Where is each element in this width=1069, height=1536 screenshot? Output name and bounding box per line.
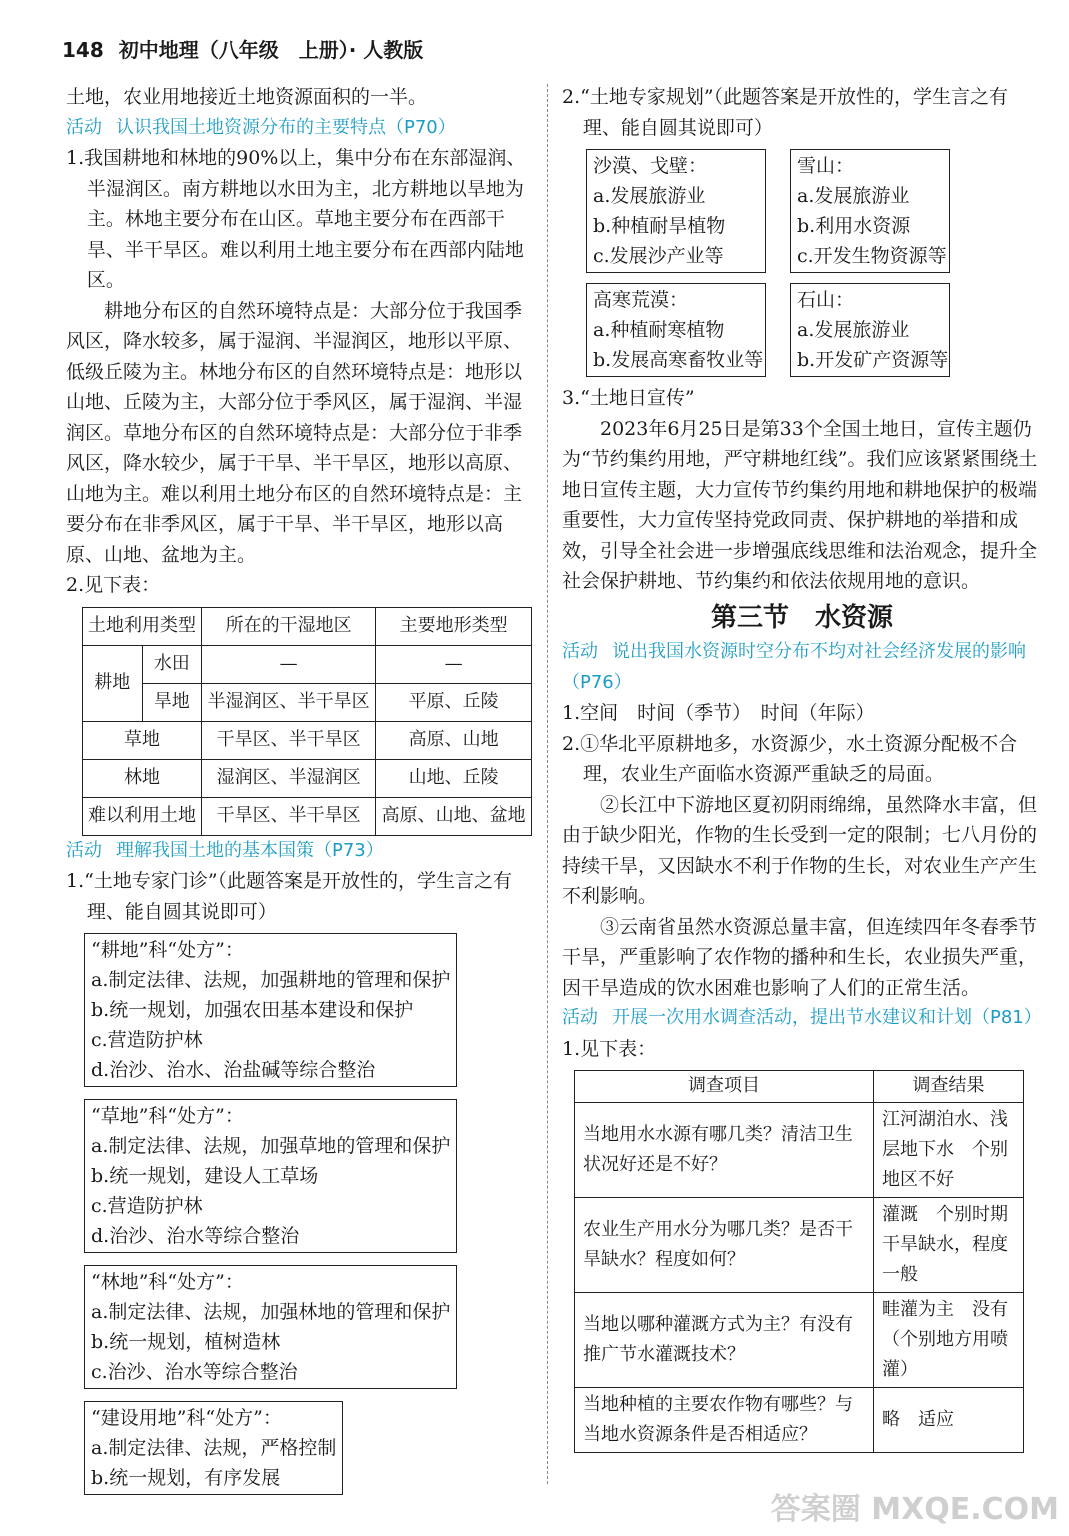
water-answer-2c: ③云南省虽然水资源总量丰富，但连续四年冬春季节干旱，严重影响了农作物的播种和生长，农业损失严重，因干旱造成的饮水困难也影响了人们的正常生活。 bbox=[562, 915, 1038, 999]
water-survey-table bbox=[574, 1070, 1024, 1453]
watermark-logo: 答案圈 MXQE.COM bbox=[770, 1492, 1059, 1527]
table-row: 当地种植的主要农作物有哪些？与当地水资源条件是否相适应？ 略 适应 bbox=[575, 1387, 1024, 1452]
table-header-row: 土地利用类型 所在的干湿地区 主要地形类型 bbox=[83, 607, 532, 645]
left-column bbox=[66, 82, 538, 1501]
plan-box-snow-mountain: 雪山： a.发展旅游业 b.利用水资源 c.开发生物资源等 bbox=[790, 149, 950, 273]
prescription-box-construction: “建设用地”科“处方”： a.制定法律、法规，严格控制 b.统一规划，有序发展 bbox=[84, 1401, 343, 1495]
table-row: 当地以哪种灌溉方式为主？有没有推广节水灌溉技术？ 畦灌为主 没有（个别地方用喷灌） bbox=[575, 1292, 1024, 1387]
answer-land-plan: 2.“土地专家规划”（此题答案是开放性的，学生言之有理、能自圆其说即可） bbox=[562, 86, 1009, 139]
plan-boxes bbox=[586, 149, 1042, 377]
table-row: 旱地 半湿润区、半干旱区 平原、丘陵 bbox=[83, 683, 532, 721]
table-row: 难以利用土地 干旱区、半干旱区 高原、山地、盆地 bbox=[83, 797, 532, 835]
table-row: 当地用水水源有哪几类？清洁卫生状况好还是不好？ 江河湖泊水、浅层地下水 个别地区不好 bbox=[575, 1102, 1024, 1197]
answer-1: 1.我国耕地和林地的90%以上，集中分布在东部湿润、半湿润区。南方耕地以水田为主，北方耕地以旱地为主。林地主要分布在山区。草地主要分布在西部干旱、半干旱区。难以利用土地主要分布在西部内陆地区。 bbox=[66, 147, 526, 291]
table-header-row: 调查项目 调查结果 bbox=[575, 1071, 1024, 1103]
water-answer-1: 1.空间 时间（季节） 时间（年际） bbox=[562, 702, 875, 724]
water-answer-2b: ②长江中下游地区夏初阴雨绵绵，虽然降水丰富，但由于缺少阳光，作物的生长受到一定的限制；七八月份的持续干旱，又因缺水不利于作物的生长，对农业生产产生不利影响。 bbox=[562, 793, 1038, 907]
table-row: 草地 干旱区、半干旱区 高原、山地 bbox=[83, 721, 532, 759]
water-survey-answer: 1.见下表： bbox=[562, 1037, 657, 1060]
land-use-table bbox=[82, 607, 532, 836]
answer-land-clinic: 1.“土地专家门诊”（此题答案是开放性的，学生言之有理、能自圆其说即可） bbox=[66, 870, 513, 923]
answer-1-detail: 耕地分布区的自然环境特点是：大部分位于我国季风区，降水较多，属于湿润、半湿润区，地形以平原、低级丘陵为主。林地分布区的自然环境特点是：地形以山地、丘陵为主，大部分位于季风区，属于湿润、半湿润区。草地分布区的自然环境特点是：大部分位于非季风区，降水较少，属于干旱、半干旱区，地形以高原、山地为主。难以利用土地分布区的自然环境特点是：主要分布在非季风区，属于干旱、半干旱区，地形以高原、山地、盆地为主。 bbox=[66, 299, 523, 566]
book-title: 初中地理（八年级 上册）· 人教版 bbox=[118, 38, 424, 62]
water-answer-2a: 2.①华北平原耕地多，水资源少，水土资源分配极不合理，农业生产面临水资源严重缺乏的局面。 bbox=[562, 732, 1018, 785]
plan-box-alpine-desert: 高寒荒漠： a.种植耐寒植物 b.发展高寒畜牧业等 bbox=[586, 283, 766, 377]
plan-box-desert: 沙漠、戈壁： a.发展旅游业 b.种植耐旱植物 c.发展沙产业等 bbox=[586, 149, 766, 273]
answer-land-day: 3.“土地日宣传” bbox=[562, 387, 695, 409]
land-day-text: 2023年6月25日是第33个全国土地日，宣传主题仍为“节约集约用地，严守耕地红线”。我们应该紧紧围绕土地日宣传主题，大力宣传节约集约用地和耕地保护的极端重要性，大力宣传坚持党政同责、保护耕地的举措和成效，引导全社会进一步增强底线思维和法治观念，提升全社会保护耕地、节约集约和依法依规用地的意识。 bbox=[562, 417, 1038, 592]
plan-box-rock-mountain: 石山： a.发展旅游业 b.开发矿产资源等 bbox=[790, 283, 950, 377]
activity-heading: 活动 开展一次用水调查活动，提出节水建议和计划（P81） bbox=[562, 1007, 1042, 1028]
prescription-box-grassland: “草地”科“处方”： a.制定法律、法规，加强草地的管理和保护 b.统一规划，建设人工草场 c.营造防护林 d.治沙、治水等综合整治 bbox=[84, 1099, 457, 1253]
table-row: 耕地 水田 — — bbox=[83, 645, 532, 683]
intro-text: 土地，农业用地接近土地资源面积的一半。 bbox=[66, 86, 428, 108]
prescription-box-forest: “林地”科“处方”： a.制定法律、法规，加强林地的管理和保护 b.统一规划，植树造林 c.治沙、治水等综合整治 bbox=[84, 1265, 457, 1389]
activity-heading: 活动 认识我国土地资源分布的主要特点（P70） bbox=[66, 116, 456, 138]
activity-heading: 活动 理解我国土地的基本国策（P73） bbox=[66, 839, 384, 861]
right-column bbox=[562, 82, 1042, 1453]
activity-heading: 活动 说出我国水资源时空分布不均对社会经济发展的影响（P76） bbox=[562, 641, 1026, 693]
answer-2: 2.见下表： bbox=[66, 574, 161, 596]
page-header bbox=[62, 34, 423, 63]
prescription-box-cropland: “耕地”科“处方”： a.制定法律、法规，加强耕地的管理和保护 b.统一规划，加强农田基本建设和保护 c.营造防护林 d.治沙、治水、治盐碱等综合整治 bbox=[84, 933, 457, 1087]
column-divider bbox=[547, 84, 548, 1484]
table-row: 林地 湿润区、半湿润区 山地、丘陵 bbox=[83, 759, 532, 797]
section-title: 第三节 水资源 bbox=[710, 602, 893, 633]
page-number: 148 bbox=[62, 38, 104, 62]
table-row: 农业生产用水分为哪几类？是否干旱缺水？程度如何？ 灌溉 个别时期干旱缺水，程度一般 bbox=[575, 1197, 1024, 1292]
